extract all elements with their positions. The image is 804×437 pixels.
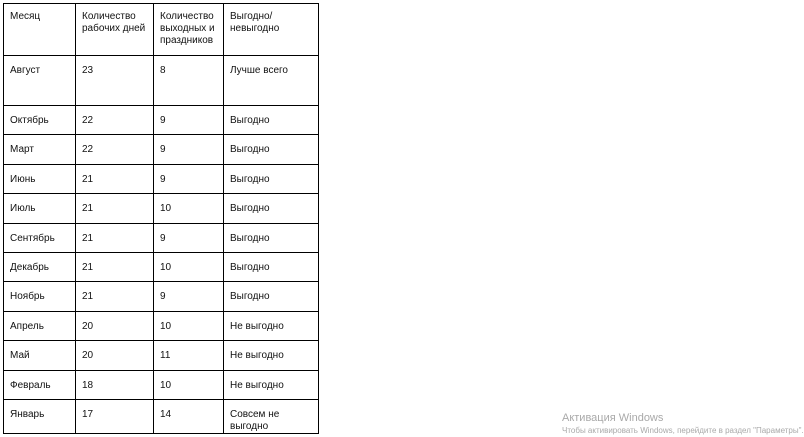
header-working-days: Количество рабочих дней [76, 4, 154, 56]
table-row [4, 194, 319, 223]
table-row [4, 252, 319, 281]
cell-working-days: 22 [76, 106, 154, 135]
cell-working-days: 23 [76, 56, 154, 106]
cell-month: Август [4, 56, 76, 106]
cell-weekends-holidays: 10 [154, 252, 224, 281]
table-row [4, 164, 319, 193]
cell-weekends-holidays: 8 [154, 56, 224, 106]
cell-profitability: Не выгодно [224, 370, 319, 399]
table-row [4, 399, 319, 433]
table-row [4, 106, 319, 135]
cell-working-days: 21 [76, 282, 154, 311]
table-header-row [4, 4, 319, 56]
table-row [4, 223, 319, 252]
cell-working-days: 21 [76, 223, 154, 252]
cell-working-days: 21 [76, 252, 154, 281]
table-row [4, 56, 319, 106]
cell-weekends-holidays: 10 [154, 194, 224, 223]
cell-profitability: Не выгодно [224, 341, 319, 370]
cell-month: Сентябрь [4, 223, 76, 252]
cell-weekends-holidays: 9 [154, 135, 224, 164]
cell-working-days: 21 [76, 194, 154, 223]
cell-weekends-holidays: 11 [154, 341, 224, 370]
header-month: Месяц [4, 4, 76, 56]
activation-title: Активация Windows [562, 412, 664, 424]
cell-profitability: Выгодно [224, 252, 319, 281]
cell-weekends-holidays: 9 [154, 282, 224, 311]
cell-profitability: Лучше всего [224, 56, 319, 106]
cell-working-days: 20 [76, 341, 154, 370]
month-comparison-table [3, 3, 319, 434]
cell-profitability: Выгодно [224, 164, 319, 193]
cell-month: Июль [4, 194, 76, 223]
cell-working-days: 22 [76, 135, 154, 164]
cell-profitability: Выгодно [224, 282, 319, 311]
cell-profitability: Совсем не выгодно [224, 399, 319, 433]
cell-profitability: Выгодно [224, 194, 319, 223]
cell-weekends-holidays: 9 [154, 106, 224, 135]
table-row [4, 311, 319, 340]
cell-profitability: Выгодно [224, 135, 319, 164]
cell-working-days: 21 [76, 164, 154, 193]
cell-working-days: 18 [76, 370, 154, 399]
cell-weekends-holidays: 9 [154, 223, 224, 252]
month-comparison-table-container [3, 3, 319, 434]
cell-month: Декабрь [4, 252, 76, 281]
cell-weekends-holidays: 10 [154, 370, 224, 399]
header-weekends-holidays: Количество выходных и праздников [154, 4, 224, 56]
cell-working-days: 20 [76, 311, 154, 340]
cell-month: Июнь [4, 164, 76, 193]
cell-month: Январь [4, 399, 76, 433]
cell-working-days: 17 [76, 399, 154, 433]
cell-profitability: Выгодно [224, 106, 319, 135]
cell-profitability: Выгодно [224, 223, 319, 252]
header-profitability: Выгодно/невыгодно [224, 4, 319, 56]
cell-month: Февраль [4, 370, 76, 399]
cell-weekends-holidays: 10 [154, 311, 224, 340]
cell-profitability: Не выгодно [224, 311, 319, 340]
table-row [4, 370, 319, 399]
cell-month: Май [4, 341, 76, 370]
cell-weekends-holidays: 14 [154, 399, 224, 433]
activation-subtitle: Чтобы активировать Windows, перейдите в раздел "Параметры". [562, 426, 804, 435]
cell-weekends-holidays: 9 [154, 164, 224, 193]
table-row [4, 341, 319, 370]
table-row [4, 282, 319, 311]
cell-month: Апрель [4, 311, 76, 340]
cell-month: Март [4, 135, 76, 164]
table-row [4, 135, 319, 164]
windows-activation-watermark [562, 412, 804, 436]
cell-month: Октябрь [4, 106, 76, 135]
cell-month: Ноябрь [4, 282, 76, 311]
